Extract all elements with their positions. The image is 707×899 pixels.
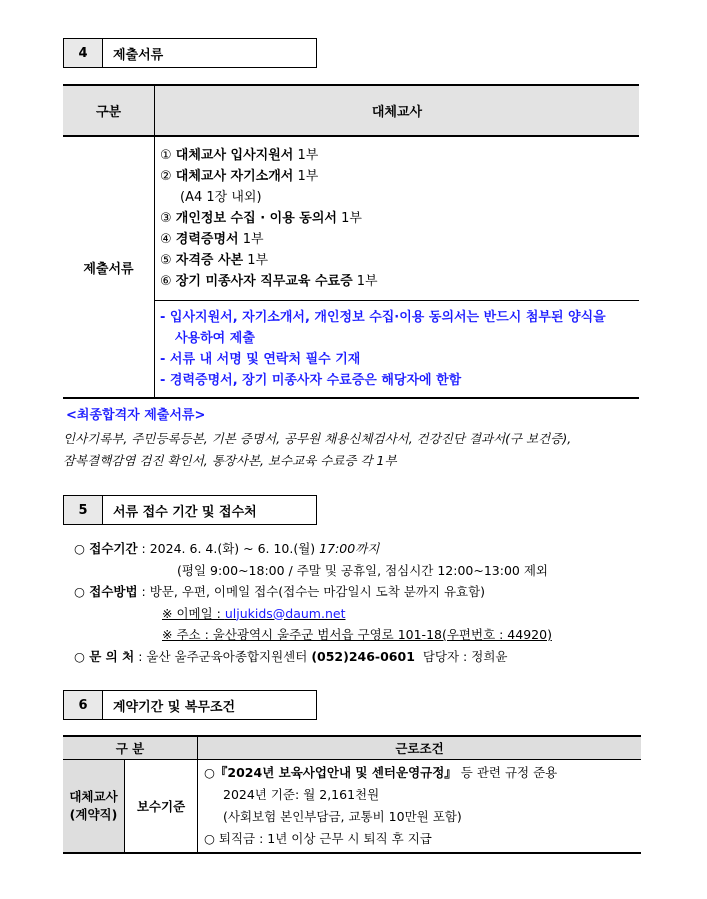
category-line: (계약직) (69, 807, 118, 822)
contact-label: ○ 문 의 처 (74, 648, 135, 664)
table-row (63, 136, 639, 398)
header-substitute-teacher: 대체교사 (155, 85, 640, 136)
section-title: 서류 접수 기간 및 접수처 (113, 504, 257, 520)
category-line: 대체교사 (69, 789, 118, 804)
conditions-cell (198, 760, 642, 854)
conditions-table (63, 735, 641, 854)
email-link[interactable]: uljukids@daum.net (224, 605, 346, 621)
list-item-note: (A4 1장 내외) (180, 190, 262, 205)
note-1-cont: 사용하여 제출 (175, 331, 255, 346)
submission-info (74, 538, 552, 667)
condition-line: ○『2024년 보육사업안내 및 센터운영규정』 등 관련 규정 준용 (204, 765, 558, 780)
list-item: ① 대체교사 입사지원서 1부 (160, 148, 319, 163)
condition-line: ○ 퇴직금 : 1년 이상 근무 시 퇴직 후 지급 (204, 831, 432, 846)
contact-manager: 담당자 : 정희윤 (422, 648, 508, 664)
condition-line: 2024년 기준: 월 2,161천원 (223, 787, 380, 802)
email-label: ※ 이메일 : (162, 605, 225, 621)
list-item: ③ 개인정보 수집 · 이용 동의서 1부 (160, 211, 362, 226)
section-number: 6 (64, 691, 103, 719)
documents-cell (155, 136, 640, 398)
table-header-row (63, 85, 639, 136)
note-3: - 경력증명서, 장기 미종사자 수료증은 해당자에 한함 (160, 373, 462, 388)
period-note: (평일 9:00~18:00 / 주말 및 공휴일, 점심시간 12:00~13:00 제외 (177, 562, 548, 578)
list-item: ② 대체교사 자기소개서 1부 (160, 169, 319, 184)
list-item: ⑤ 자격증 사본 1부 (160, 253, 269, 268)
list-item: ⑥ 장기 미종사자 직무교육 수료증 1부 (160, 274, 378, 289)
note-2: - 서류 내 서명 및 연락처 필수 기재 (160, 352, 361, 367)
section-number: 4 (64, 39, 103, 67)
note-1: - 입사지원서, 자기소개서, 개인정보 수집·이용 동의서는 반드시 첨부된 양식을 (160, 310, 606, 325)
documents-list (155, 137, 639, 300)
period-time: 17:00까지 (319, 541, 380, 556)
notes-block (155, 300, 639, 397)
section-number: 5 (64, 496, 103, 524)
final-documents-line: 인사기록부, 주민등록등본, 기본 증명서, 공무원 채용신체검사서, 건강진단 결과서(구 보건증), (63, 431, 572, 446)
method-label: ○ 접수방법 (74, 584, 138, 599)
method-row (74, 581, 552, 603)
method-value: : 방문, 우편, 이메일 접수(접수는 마감일시 도착 분까지 유효함) (141, 584, 486, 599)
table-header-row (63, 736, 641, 760)
address-row: ※ 주소 : 울산광역시 울주군 범서읍 구영로 101-18(우편번호 : 44920) (162, 627, 552, 642)
section-title: 계약기간 및 복무조건 (113, 699, 236, 715)
email-row (74, 603, 552, 625)
list-item: ④ 경력증명서 1부 (160, 232, 264, 247)
category-cell (63, 760, 125, 854)
condition-line: (사회보험 본인부담금, 교통비 10만원 포함) (223, 809, 462, 824)
documents-table (63, 84, 639, 399)
final-documents-text (63, 428, 643, 472)
final-documents-line: 잠복결핵감염 검진 확인서, 통장사본, 보수교육 수료증 각 1부 (63, 453, 397, 468)
contact-phone: (052)246-0601 (311, 648, 415, 664)
subcategory-cell: 보수기준 (125, 760, 198, 854)
period-value: : 2024. 6. 4.(화) ~ 6. 10.(월) (141, 541, 316, 556)
period-label: ○ 접수기간 (74, 541, 138, 556)
contact-value: : 울산 울주군육아종합지원센터 (138, 648, 308, 664)
header-category: 구분 (63, 85, 155, 136)
row-label: 제출서류 (63, 136, 155, 398)
section-4-header (63, 38, 317, 68)
header-conditions: 근로조건 (198, 736, 642, 760)
contact-row (74, 646, 552, 668)
section-6-header (63, 690, 317, 720)
header-category: 구 분 (63, 736, 198, 760)
period-row (74, 538, 552, 560)
table-row (63, 760, 641, 854)
section-title: 제출서류 (113, 47, 164, 63)
final-documents-heading: <최종합격자 제출서류> (66, 408, 206, 423)
section-5-header (63, 495, 317, 525)
